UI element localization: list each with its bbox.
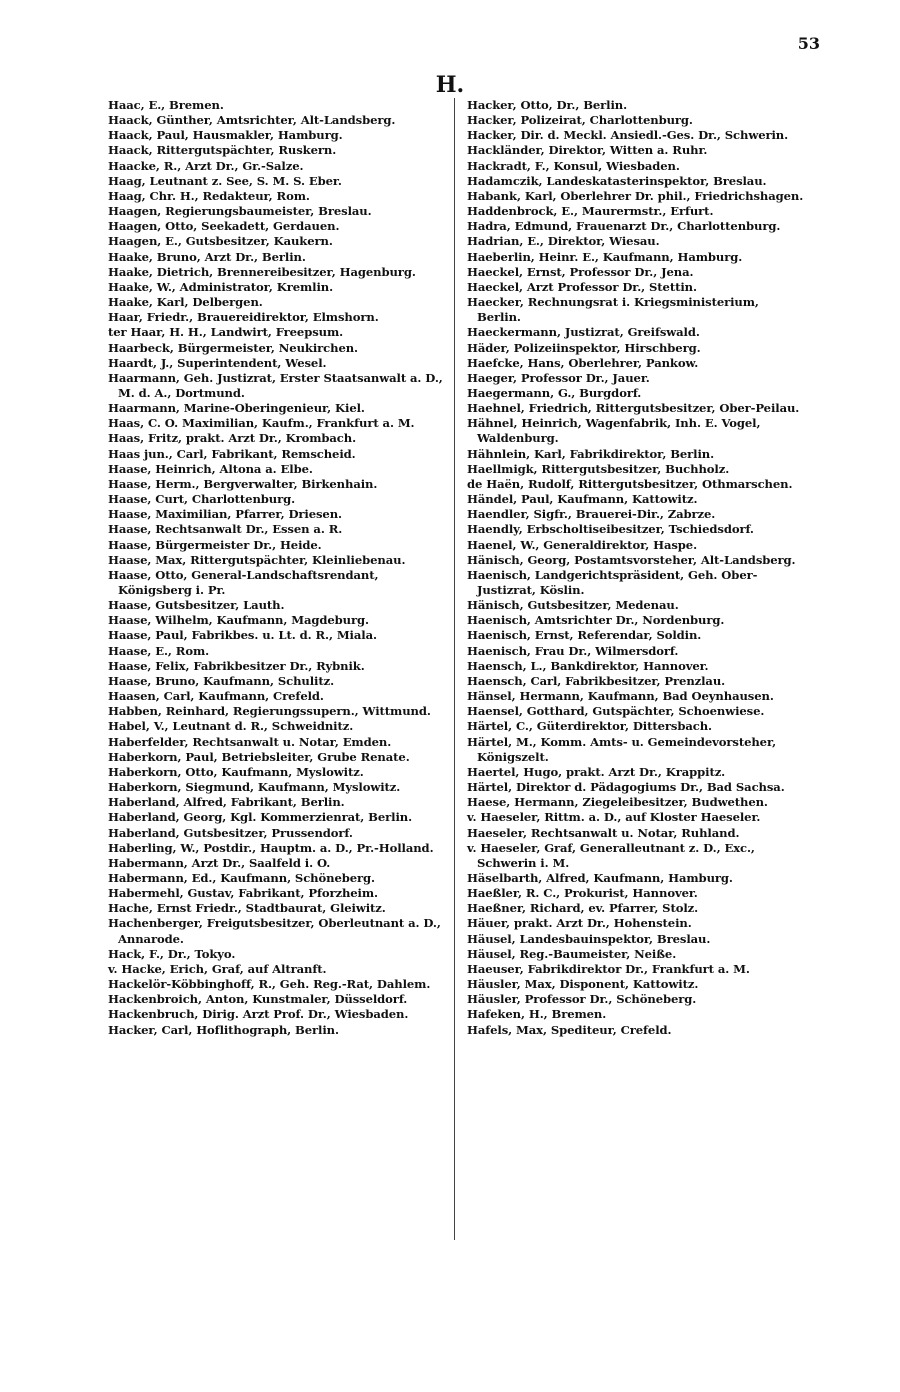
directory-entry: Hadamczik, Landeskatasterinspektor, Breslau. [467,173,767,188]
right-column [467,98,805,1038]
directory-entry: Haertel, Hugo, prakt. Arzt Dr., Krappitz. [467,764,726,779]
directory-entry: Haefcke, Hans, Oberlehrer, Pankow. [467,355,699,370]
directory-entry: ter Haar, H. H., Landwirt, Freepsum. [108,325,344,340]
directory-entry: Haeger, Professor Dr., Jauer. [467,370,650,385]
directory-entry: Häusel, Landesbauinspektor, Breslau. [467,931,711,946]
directory-entry: Haeseler, Rechtsanwalt u. Notar, Ruhland. [467,825,740,840]
directory-entry: Hackelör-Köbbinghoff, R., Geh. Reg.-Rat, Dahlem. [108,977,431,992]
directory-entry: Habben, Reinhard, Regierungssupern., Wittmund. [108,704,431,719]
directory-entry: Haase, Felix, Fabrikbesitzer Dr., Rybnik. [108,658,365,673]
directory-entry: de Haën, Rudolf, Rittergutsbesitzer, Othmarschen. [467,476,793,491]
directory-entry: Habank, Karl, Oberlehrer Dr. phil., Friedrichshagen. [467,188,804,203]
directory-entry: Haendly, Erbscholtiseibesitzer, Tschiedsdorf. [467,522,754,537]
directory-entry: Haake, Bruno, Arzt Dr., Berlin. [108,249,306,264]
directory-entry: Hackenbruch, Dirig. Arzt Prof. Dr., Wiesbaden. [108,1007,409,1022]
directory-entry: Haehnel, Friedrich, Rittergutsbesitzer, Ober-Peilau. [467,401,800,416]
directory-entry: Händel, Paul, Kaufmann, Kattowitz. [467,492,698,507]
directory-entry: Hadra, Edmund, Frauenarzt Dr., Charlottenburg. [467,219,781,234]
directory-entry: Haberkorn, Siegmund, Kaufmann, Myslowitz. [108,780,401,795]
directory-entry: Haenisch, Landgerichtspräsident, Geh. Ober-Justizrat, Köslin. [467,567,758,597]
directory-entry: Haardt, J., Superintendent, Wesel. [108,355,327,370]
directory-entry: Hänsel, Hermann, Kaufmann, Bad Oeynhausen. [467,689,774,704]
directory-entry: Haase, Gutsbesitzer, Lauth. [108,598,285,613]
directory-entry: Haake, Karl, Delbergen. [108,295,263,310]
directory-entry: Haberkorn, Paul, Betriebsleiter, Grube Renate. [108,749,410,764]
column-divider [454,98,455,1240]
directory-entry: Hafels, Max, Spediteur, Crefeld. [467,1022,672,1037]
directory-entry: Haasen, Carl, Kaufmann, Crefeld. [108,689,324,704]
directory-entry: Haddenbrock, E., Maurermstr., Erfurt. [467,204,714,219]
directory-entry: Haensel, Gotthard, Gutspächter, Schoenwiese. [467,704,765,719]
directory-entry: Hachenberger, Freigutsbesitzer, Oberleutnant a. D., Annarode. [108,916,441,946]
directory-entry: Haarmann, Geh. Justizrat, Erster Staatsanwalt a. D., M. d. A., Dortmund. [108,370,443,400]
directory-entry: Haase, Max, Rittergutspächter, Kleinliebenau. [108,552,406,567]
directory-entry: Haag, Leutnant z. See, S. M. S. Eber. [108,173,342,188]
directory-entry: Haenel, W., Generaldirektor, Haspe. [467,537,698,552]
directory-entry: Hack, F., Dr., Tokyo. [108,946,236,961]
directory-entry: Haacke, R., Arzt Dr., Gr.-Salze. [108,158,304,173]
directory-entry: Haarmann, Marine-Oberingenieur, Kiel. [108,401,365,416]
directory-entry: Haase, Bürgermeister Dr., Heide. [108,537,322,552]
directory-entry: Hacker, Dir. d. Meckl. Ansiedl.-Ges. Dr., Schwerin. [467,128,789,143]
directory-entry: Habermehl, Gustav, Fabrikant, Pforzheim. [108,886,378,901]
directory-entry: Haase, Maximilian, Pfarrer, Driesen. [108,507,342,522]
directory-entry: Haack, Rittergutspächter, Ruskern. [108,143,337,158]
directory-entry: Haack, Paul, Hausmakler, Hamburg. [108,128,343,143]
directory-entry: Haagen, Regierungsbaumeister, Breslau. [108,204,372,219]
directory-entry: Haas, Fritz, prakt. Arzt Dr., Krombach. [108,431,357,446]
directory-entry: Hackradt, F., Konsul, Wiesbaden. [467,158,680,173]
directory-entry: Hähnel, Heinrich, Wagenfabrik, Inh. E. Vogel, Waldenburg. [467,416,761,446]
directory-entry: Haase, Paul, Fabrikbes. u. Lt. d. R., Miala. [108,628,377,643]
directory-entry: Haag, Chr. H., Redakteur, Rom. [108,188,310,203]
directory-entry: Haberkorn, Otto, Kaufmann, Myslowitz. [108,764,364,779]
directory-entry: Häusler, Max, Disponent, Kattowitz. [467,977,699,992]
directory-entry: Haar, Friedr., Brauereidirektor, Elmshorn. [108,310,379,325]
directory-entry: Haenisch, Frau Dr., Wilmersdorf. [467,643,679,658]
directory-entry: Hänisch, Gutsbesitzer, Medenau. [467,598,679,613]
directory-entry: Haase, Heinrich, Altona a. Elbe. [108,461,313,476]
page-number: 53 [797,34,820,53]
directory-entry: Haase, Rechtsanwalt Dr., Essen a. R. [108,522,343,537]
directory-entry: Haake, Dietrich, Brennereibesitzer, Hagenburg. [108,264,416,279]
directory-entry: Haack, Günther, Amtsrichter, Alt-Landsberg. [108,113,396,128]
directory-entry: Häusel, Reg.-Baumeister, Neiße. [467,946,677,961]
directory-entry: Haeßner, Richard, ev. Pfarrer, Stolz. [467,901,699,916]
directory-entry: Haeckermann, Justizrat, Greifswald. [467,325,700,340]
directory-entry: Haendler, Sigfr., Brauerei-Dir., Zabrze. [467,507,716,522]
section-letter: H. [435,72,465,98]
directory-entry: Habel, V., Leutnant d. R., Schweidnitz. [108,719,354,734]
directory-entry: Haase, Bruno, Kaufmann, Schulitz. [108,673,335,688]
directory-entry: Härtel, C., Güterdirektor, Dittersbach. [467,719,712,734]
directory-entry: Haeuser, Fabrikdirektor Dr., Frankfurt a. M. [467,961,750,976]
directory-entry: Haenisch, Ernst, Referendar, Soldin. [467,628,702,643]
directory-entry: Haac, E., Bremen. [108,98,224,112]
directory-entry: Haase, Wilhelm, Kaufmann, Magdeburg. [108,613,369,628]
directory-entry: Hacker, Otto, Dr., Berlin. [467,98,628,112]
directory-entry: Häuer, prakt. Arzt Dr., Hohenstein. [467,916,692,931]
directory-entry: Haegermann, G., Burgdorf. [467,385,642,400]
directory-entry: Hackenbroich, Anton, Kunstmaler, Düsseldorf. [108,992,408,1007]
directory-entry: Haas jun., Carl, Fabrikant, Remscheid. [108,446,356,461]
directory-entry: Hänisch, Georg, Postamtsvorsteher, Alt-Landsberg. [467,552,796,567]
directory-entry: Haellmigk, Rittergutsbesitzer, Buchholz. [467,461,730,476]
left-column [108,98,446,1038]
directory-entry: Häusler, Professor Dr., Schöneberg. [467,992,697,1007]
directory-entry: Häder, Polizeiinspektor, Hirschberg. [467,340,701,355]
directory-entry: Haeckel, Arzt Professor Dr., Stettin. [467,279,697,294]
directory-entry: Hacker, Carl, Hoflithograph, Berlin. [108,1022,339,1037]
directory-entry: Haecker, Rechnungsrat i. Kriegsministerium, Berlin. [467,295,759,325]
directory-entry: v. Hacke, Erich, Graf, auf Altranft. [108,961,327,976]
directory-entry: Haberland, Gutsbesitzer, Prussendorf. [108,825,353,840]
directory-entry: Haensch, L., Bankdirektor, Hannover. [467,658,709,673]
directory-entry: Habermann, Arzt Dr., Saalfeld i. O. [108,855,331,870]
directory-entry: Haase, Otto, General-Landschaftsrendant, Königsberg i. Pr. [108,567,379,597]
directory-entry: Härtel, M., Komm. Amts- u. Gemeindevorsteher, Königszelt. [467,734,777,764]
directory-entry: Hackländer, Direktor, Witten a. Ruhr. [467,143,708,158]
directory-entry: v. Haeseler, Rittm. a. D., auf Kloster Haeseler. [467,810,761,825]
directory-entry: Haagen, E., Gutsbesitzer, Kaukern. [108,234,333,249]
directory-entry: Hadrian, E., Direktor, Wiesau. [467,234,660,249]
directory-entry: Hache, Ernst Friedr., Stadtbaurat, Gleiwitz. [108,901,386,916]
directory-entry: Haase, Herm., Bergverwalter, Birkenhain. [108,476,378,491]
directory-entry: Haase, E., Rom. [108,643,210,658]
directory-entry: Hähnlein, Karl, Fabrikdirektor, Berlin. [467,446,715,461]
directory-entry: Habermann, Ed., Kaufmann, Schöneberg. [108,870,375,885]
directory-entry: Härtel, Direktor d. Pädagogiums Dr., Bad Sachsa. [467,780,785,795]
directory-entry: Haenisch, Amtsrichter Dr., Nordenburg. [467,613,725,628]
directory-entry: Haensch, Carl, Fabrikbesitzer, Prenzlau. [467,673,726,688]
directory-entry: Haberland, Georg, Kgl. Kommerzienrat, Berlin. [108,810,413,825]
directory-entry: Hacker, Polizeirat, Charlottenburg. [467,113,693,128]
directory-entry: Haeckel, Ernst, Professor Dr., Jena. [467,264,694,279]
directory-entry: v. Haeseler, Graf, Generalleutnant z. D., Exc., Schwerin i. M. [467,840,755,870]
directory-entry: Haeberlin, Heinr. E., Kaufmann, Hamburg. [467,249,743,264]
directory-entry: Haagen, Otto, Seekadett, Gerdauen. [108,219,340,234]
directory-entry: Haeßler, R. C., Prokurist, Hannover. [467,886,698,901]
directory-entry: Haarbeck, Bürgermeister, Neukirchen. [108,340,358,355]
directory-entry: Haase, Curt, Charlottenburg. [108,492,296,507]
directory-entry: Haese, Hermann, Ziegeleibesitzer, Budwethen. [467,795,768,810]
directory-entry: Haake, W., Administrator, Kremlin. [108,279,334,294]
directory-entry: Häselbarth, Alfred, Kaufmann, Hamburg. [467,870,733,885]
directory-entry: Haberling, W., Postdir., Hauptm. a. D., Pr.-Holland. [108,840,434,855]
directory-entry: Haberfelder, Rechtsanwalt u. Notar, Emden. [108,734,392,749]
directory-entry: Hafeken, H., Bremen. [467,1007,607,1022]
directory-entry: Haberland, Alfred, Fabrikant, Berlin. [108,795,345,810]
directory-entry: Haas, C. O. Maximilian, Kaufm., Frankfurt a. M. [108,416,415,431]
